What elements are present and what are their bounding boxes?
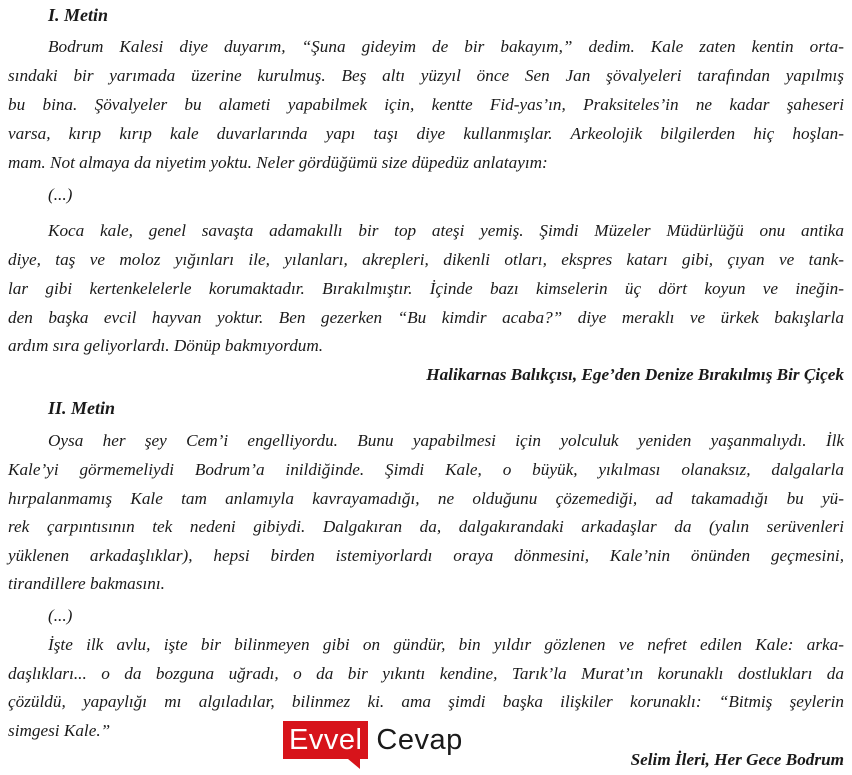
metin-2-paragraph-1-line: rek çarpıntısının tek nedeni gibiydi. Dalgakıran da, dalgakırandaki arkadaşlar da (yalın serüvenleri — [8, 517, 844, 536]
logo-black-part: Cevap — [376, 724, 463, 756]
metin-1-source: Halikarnas Balıkçısı, Ege’den Denize Bırakılmış Bir Çiçek — [426, 365, 844, 384]
metin-1-paragraph-2-line: diye, taş ve moloz yığınları ile, yılanları, akrepleri, dikenli otları, ekspres katarı gibi, çıyan ve tank- — [8, 250, 844, 269]
metin-2-paragraph-1-line: Oysa her şey Cem’i engelliyordu. Bunu yapabilmesi için yolculuk yeniden yaşanmalıydı. İlk — [48, 431, 844, 450]
logo-red-part: Evvel — [283, 721, 368, 759]
metin-2-paragraph-2-line: İşte ilk avlu, işte bir bilinmeyen gibi on gündür, bin yıldır gözlenen ve nefret edilen Kale: arka- — [48, 635, 844, 654]
metin-2-paragraph-2-line: simgesi Kale.” — [8, 721, 111, 740]
metin-2-paragraph-1-line: hırpalanmamış Kale tam anlamıyla kavrayamadığı, ne olduğunu çözemediği, ad takamadığı bu yü- — [8, 489, 844, 508]
metin-1-paragraph-1-line: Bodrum Kalesi diye duyarım, “Şuna gideyim de bir bakayım,” dedim. Kale zaten kentin orta- — [48, 37, 844, 56]
metin-2-paragraph-2-line: çözüldü, yapaylığı mı algıladılar, bilinmez ki. ama şimdi başka ilişkiler korunaklı: “Bitmiş şeylerin — [8, 692, 844, 711]
metin-2-ellipsis: (...) — [48, 606, 73, 625]
metin-1-paragraph-2-line: den başka evcil hayvan yoktur. Ben gezerken “Bu kimdir acaba?” diye meraklı ve ürkek bakışlarla — [8, 308, 844, 327]
metin-2-paragraph-1-line: tirandillere bakmasını. — [8, 574, 165, 593]
metin-1-ellipsis: (...) — [48, 185, 73, 204]
metin-2-paragraph-1-line: Kale’yi görmemeliydi Bodrum’a inildiğinde. Şimdi Kale, o büyük, yıkılması olanaksız, dalgalarla — [8, 460, 844, 479]
metin-2-heading: II. Metin — [48, 398, 116, 418]
metin-1-paragraph-1-line: mam. Not almaya da niyetim yoktu. Neler gördüğümü size düpedüz anlatayım: — [8, 153, 548, 172]
evvelcevap-logo — [283, 721, 463, 767]
metin-2-source: Selim İleri, Her Gece Bodrum — [630, 750, 844, 769]
metin-1-paragraph-1-line: sındaki bir yarımada üzerine kurulmuş. Beş altı yüzyıl önce Sen Jan şövalyeleri tarafından yapılmış — [8, 66, 844, 85]
metin-1-paragraph-1-line: bu bina. Şövalyeler bu alameti yapabilmek için, kentte Fid-yas’ın, Praksiteles’in ne kadar şaheseri — [8, 95, 844, 114]
metin-2-paragraph-2-line: daşlıkları... o da bozguna uğradı, o da bir yıkıntı kendine, Tarık’la Murat’ın korunaklı dostlukları da — [8, 664, 844, 683]
metin-2-paragraph-1-line: yüklenen arkadaşlıklar), hepsi birden istemiyorlardı oraya dönmesini, Kale’nin önünden geçmesini, — [8, 546, 844, 565]
metin-1-heading: I. Metin — [48, 5, 109, 25]
metin-1-paragraph-2-line: Koca kale, genel savaşta adamakıllı bir top ateşi yemiş. Şimdi Müzeler Müdürlüğü onu antika — [48, 221, 844, 240]
metin-1-paragraph-2-line: ardım sıra geliyorlardı. Dönüp bakmıyordum. — [8, 336, 324, 355]
metin-1-paragraph-2-line: lar gibi kertenkelelerle korumaktadır. Bırakılmıştır. İçinde bazı kimselerin üç dört koyun ve ineğin- — [8, 279, 844, 298]
metin-1-paragraph-1-line: varsa, kırıp kırıp kale duvarlarında yapı taşı diye kullanmışlar. Arkeolojik bilgilerden hiç hoşlan- — [8, 124, 844, 143]
